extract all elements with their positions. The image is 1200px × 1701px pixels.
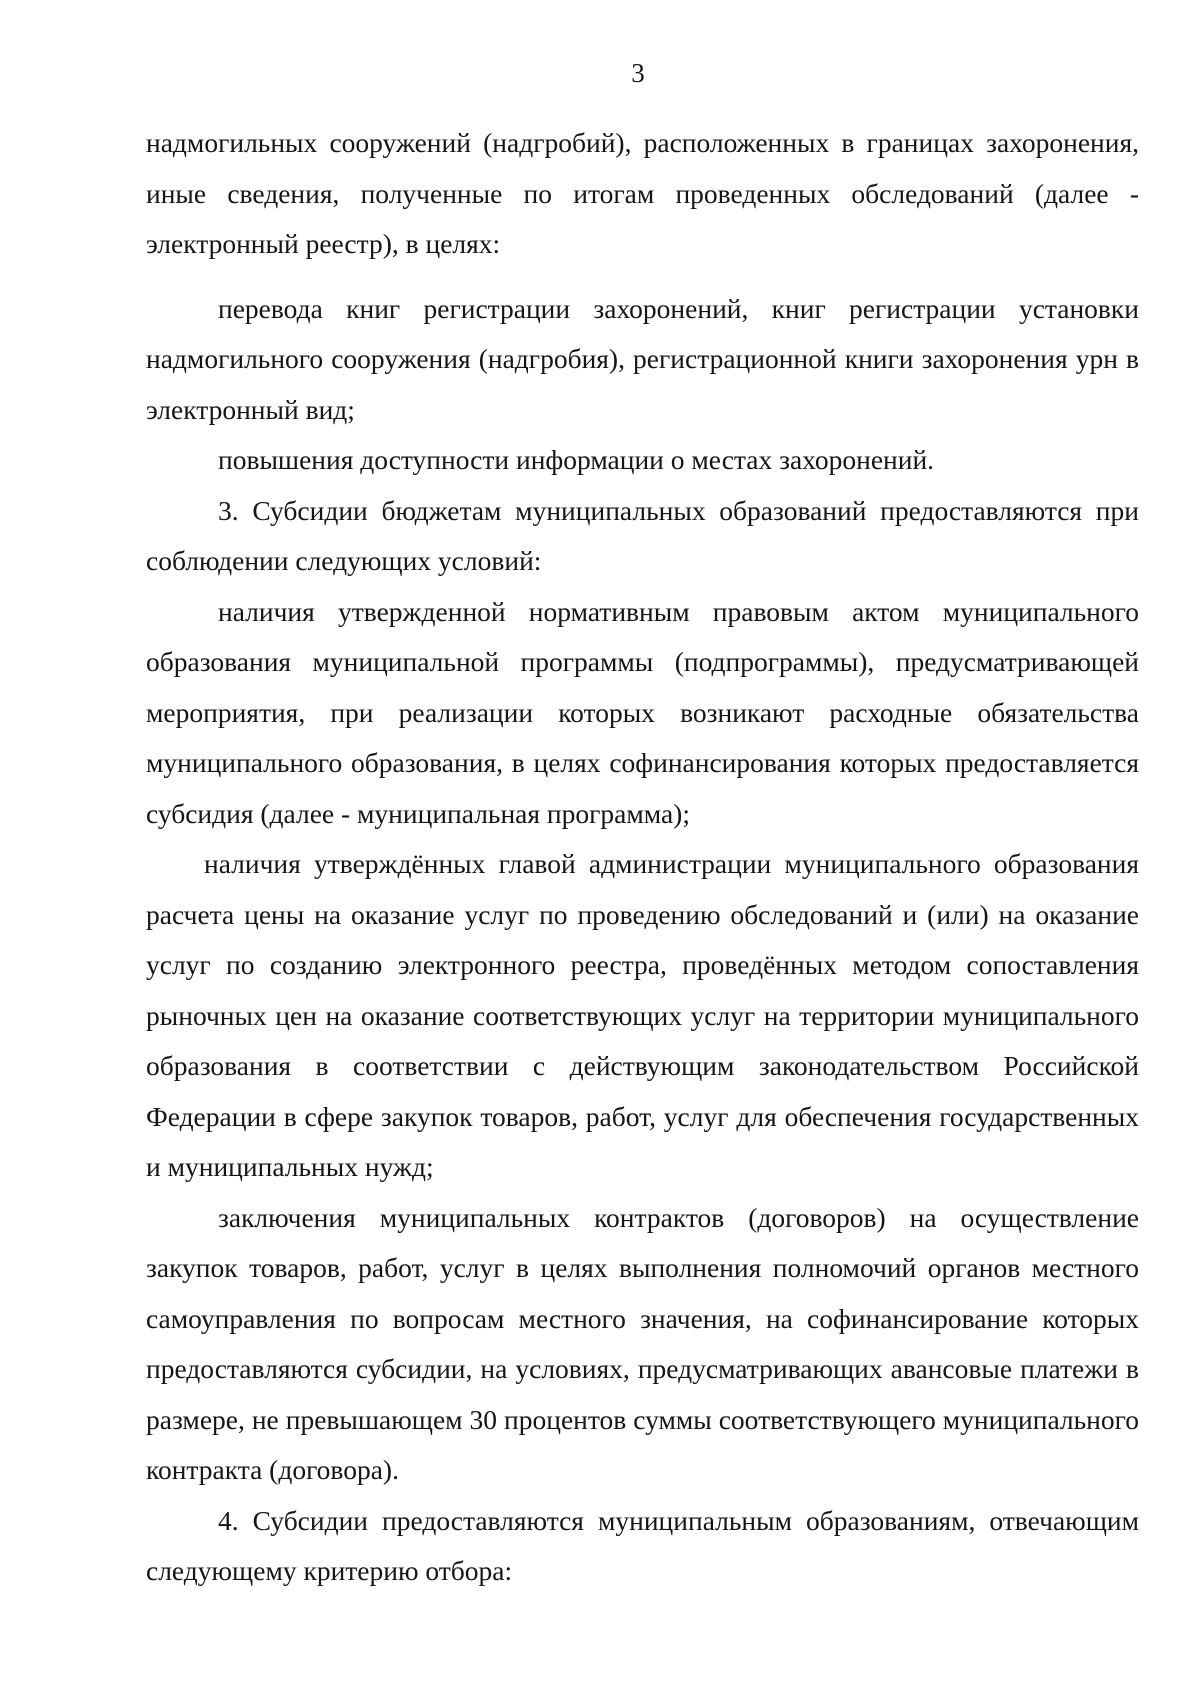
paragraph-item-4: 4. Субсидии предоставляются муниципальным образованиям, отвечающим следующему критерию отбора:	[146, 1504, 1139, 1586]
paragraph-continuation: надмогильных сооружений (надгробий), расположенных в границах захоронения, иные сведения, полученные по итогам проведенных обследований (далее - электронный реестр), в целях:	[146, 127, 1139, 259]
paragraph-book-conversion: перевода книг регистрации захоронений, книг регистрации установки надмогильного сооружения (надгробия), регистрационной книги захоронения урн в электронный вид;	[146, 292, 1139, 425]
paragraph-price-calculation: наличия утверждённых главой администрации муниципального образования расчета цены на оказание услуг по проведению обследований и (или) на оказание услуг по созданию электронного реестра, проведённых методом сопоставления рыночных цен на оказание соответствующих услуг на территории муниципального образования в соответствии с действующим законодательством Российской Федерации в сфере закупок товаров, работ, услуг для обеспечения государственных и муниципальных нужд;	[146, 848, 1139, 1182]
paragraph-accessibility: повышения доступности информации о местах захоронений.	[218, 444, 935, 475]
paragraph-contracts: заключения муниципальных контрактов (договоров) на осуществление закупок товаров, работ, услуг в целях выполнения полномочий органов местного самоуправления по вопросам местного значения, на софинансирование которых предоставляются субсидии, на условиях, предусматривающих авансовые платежи в размере, не превышающем 30 процентов суммы соответствующего муниципального контракта (договора).	[146, 1201, 1139, 1485]
paragraph-item-3: 3. Субсидии бюджетам муниципальных образований предоставляются при соблюдении следующих условий:	[146, 494, 1139, 576]
paragraph-municipal-program: наличия утвержденной нормативным правовым актом муниципального образования муниципальной программы (подпрограммы), предусматривающей мероприятия, при реализации которых возникают расходные обязательства муниципального образования, в целях софинансирования которых предоставляется субсидия (далее - муниципальная программа);	[146, 595, 1139, 829]
page-number: 3	[631, 58, 645, 88]
document-body	[146, 118, 1139, 1597]
